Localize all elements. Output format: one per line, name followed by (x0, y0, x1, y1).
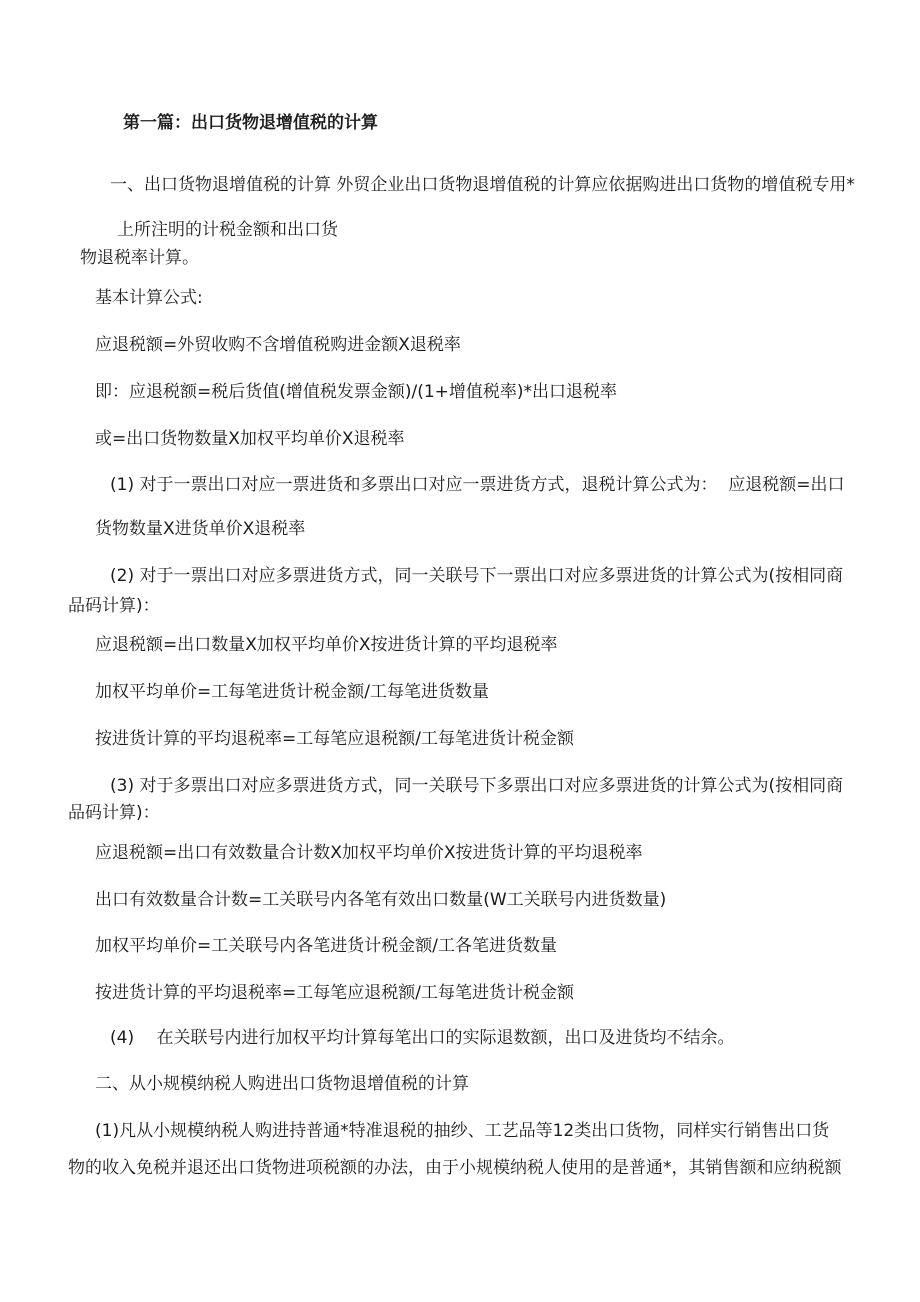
formula-line: 出口有效数量合计数=工关联号内各笔有效出口数量(W工关联号内进货数量) (95, 890, 667, 910)
paragraph-line: (2) 对于一票出口对应多票进货方式，同一关联号下一票出口对应多票进货的计算公式为(按相同商 (110, 566, 844, 586)
paragraph-line: (1) 对于一票出口对应一票进货和多票出口对应一票进货方式，退税计算公式为： 应退税额=出口 (110, 475, 845, 495)
paragraph-line: (1)凡从小规模纳税人购进持普通*特准退税的抽纱、工艺品等12类出口货物，同样实行销售出口货 (95, 1121, 830, 1141)
formula-line: 加权平均单价=工每笔进货计税金额/工每笔进货数量 (95, 682, 489, 702)
paragraph-line: 品码计算)： (68, 596, 160, 616)
formula-line: 加权平均单价=工关联号内各笔进货计税金额/工各笔进货数量 (95, 936, 557, 956)
doc-title: 第一篇：出口货物退增值税的计算 (123, 113, 378, 133)
section-heading-line: 二、从小规模纳税人购进出口货物退增值税的计算 (95, 1074, 469, 1094)
paragraph-line: 物退税率计算。 (80, 248, 199, 268)
paragraph-line: 基本计算公式: (95, 288, 203, 308)
paragraph-line: 一、出口货物退增值税的计算 外贸企业出口货物退增值税的计算应依据购进出口货物的增值税专用* (110, 175, 855, 195)
formula-line: 应退税额=外贸收购不含增值税购进金额X退税率 (95, 335, 461, 355)
formula-line: 应退税额=出口有效数量合计数X加权平均单价X按进货计算的平均退税率 (95, 843, 643, 863)
paragraph-line: 上所注明的计税金额和出口货 (117, 220, 338, 240)
paragraph-line: (4) 在关联号内进行加权平均计算每笔出口的实际退数额，出口及进货均不结余。 (110, 1028, 735, 1048)
paragraph-line: (3) 对于多票出口对应多票进货方式，同一关联号下多票出口对应多票进货的计算公式为(按相同商 (110, 776, 844, 796)
formula-line: 应退税额=出口数量X加权平均单价X按进货计算的平均退税率 (95, 635, 558, 655)
formula-line: 或=出口货物数量X加权平均单价X退税率 (95, 429, 405, 449)
paragraph-line: 品码计算)： (68, 803, 160, 823)
formula-line: 按进货计算的平均退税率=工每笔应退税额/工每笔进货计税金额 (95, 729, 574, 749)
formula-line: 即：应退税额=税后货值(增值税发票金额)/(1+增值税率)*出口退税率 (95, 382, 618, 402)
formula-line: 按进货计算的平均退税率=工每笔应退税额/工每笔进货计税金额 (95, 983, 574, 1003)
paragraph-line: 物的收入免税并退还出口货物进项税额的办法，由于小规模纳税人使用的是普通*，其销售额和应纳税额 (68, 1158, 842, 1178)
paragraph-line: 货物数量X进货单价X退税率 (95, 519, 306, 539)
